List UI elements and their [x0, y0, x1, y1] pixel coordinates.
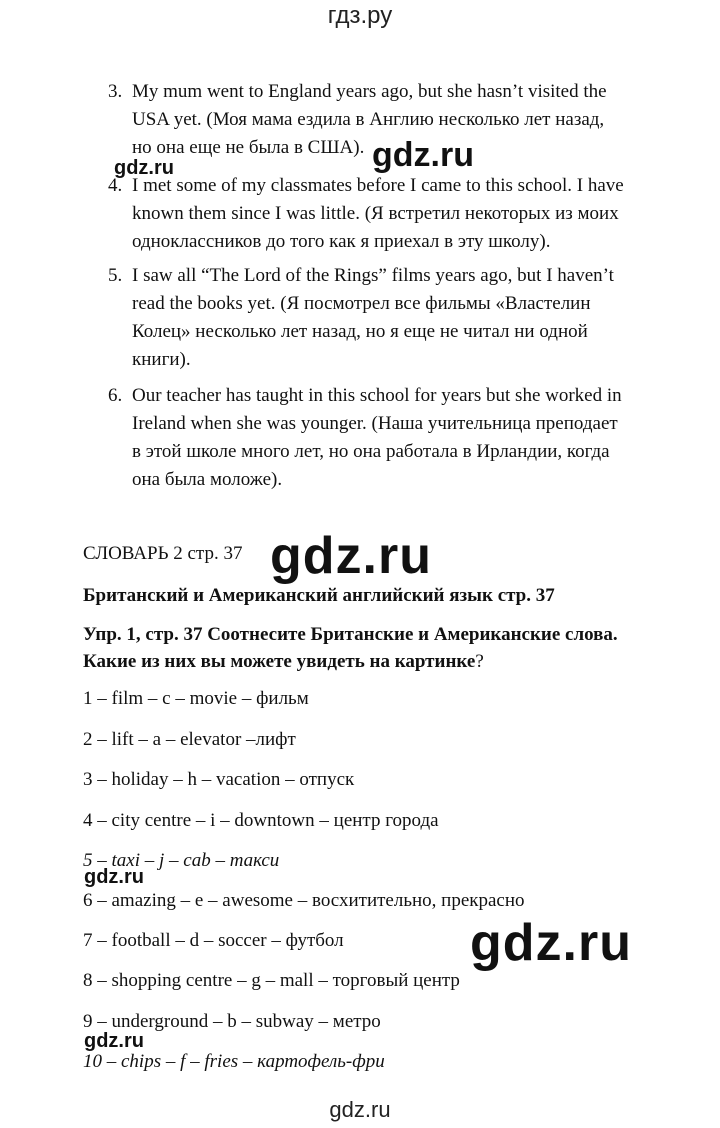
site-header: гдз.ру [327, 2, 393, 29]
watermark: gdz.ru [470, 914, 632, 972]
item-line: USA yet. (Моя мама ездила в Англию несколько лет назад, [132, 109, 605, 130]
answer-row: 2 – lift – a – elevator –лифт [83, 729, 296, 750]
item-line: known them since I was little. (Я встретил некоторых из моих [132, 203, 619, 224]
item-line: книги). [132, 349, 191, 370]
item-number: 3. [108, 81, 123, 102]
item-number: 4. [108, 175, 123, 196]
answer-row: 3 – holiday – h – vacation – отпуск [83, 769, 355, 790]
answer-row: 7 – football – d – soccer – футбол [83, 930, 344, 951]
watermark: gdz.ru [270, 527, 432, 585]
item-line: одноклассников до того как я приехал в эту школу). [132, 231, 551, 252]
exercise-question-text: Какие из них вы можете увидеть на картинке [83, 651, 476, 672]
item-number: 5. [108, 265, 123, 286]
item-number: 6. [108, 385, 123, 406]
item-line: I met some of my classmates before I came to this school. I have [132, 175, 624, 196]
item-line: Our teacher has taught in this school for years but she worked in [132, 385, 622, 406]
vocab-title: СЛОВАРЬ 2 стр. 37 [83, 543, 243, 564]
item-line: но она еще не была в США). [132, 137, 365, 158]
answer-row: 1 – film – c – movie – фильм [83, 688, 309, 709]
answer-row: 4 – city centre – i – downtown – центр города [83, 810, 439, 831]
watermark: gdz.ru [372, 136, 474, 174]
list-item-6 [108, 382, 668, 494]
answer-row: 5 – taxi – j – cab – такси [83, 850, 280, 871]
item-line: она была моложе). [132, 469, 283, 490]
watermark: gdz.ru [84, 866, 144, 888]
watermark: gdz.ru [84, 1030, 144, 1052]
exercise-question [83, 651, 484, 673]
answer-row: 8 – shopping centre – g – mall – торговый центр [83, 970, 460, 991]
answer-row: 6 – amazing – e – awesome – восхитительно, прекрасно [83, 890, 525, 911]
section-subtitle: Британский и Американский английский язык стр. 37 [83, 585, 555, 606]
list-item-4 [108, 172, 668, 256]
watermark: gdz.ru [114, 157, 174, 179]
item-line: Колец» несколько лет назад, но я еще не читал ни одной [132, 321, 588, 342]
exercise-title: Упр. 1, стр. 37 Соотнесите Британские и Американские слова. [83, 624, 618, 645]
item-line: read the books yet. (Я посмотрел все фильмы «Властелин [132, 293, 591, 314]
item-line: в этой школе много лет, но она работала в Ирландии, когда [132, 441, 610, 462]
item-line: Ireland when she was younger. (Наша учительница преподает [132, 413, 618, 434]
answer-row: 10 – chips – f – fries – картофель-фри [83, 1051, 385, 1072]
item-line: I saw all “The Lord of the Rings” films years ago, but I haven’t [132, 265, 614, 286]
item-line: My mum went to England years ago, but she hasn’t visited the [132, 81, 607, 102]
site-footer: gdz.ru [329, 1097, 391, 1122]
answer-row: 9 – underground – b – subway – метро [83, 1011, 381, 1032]
exercise-question-mark: ? [475, 651, 484, 672]
list-item-5 [108, 262, 668, 374]
